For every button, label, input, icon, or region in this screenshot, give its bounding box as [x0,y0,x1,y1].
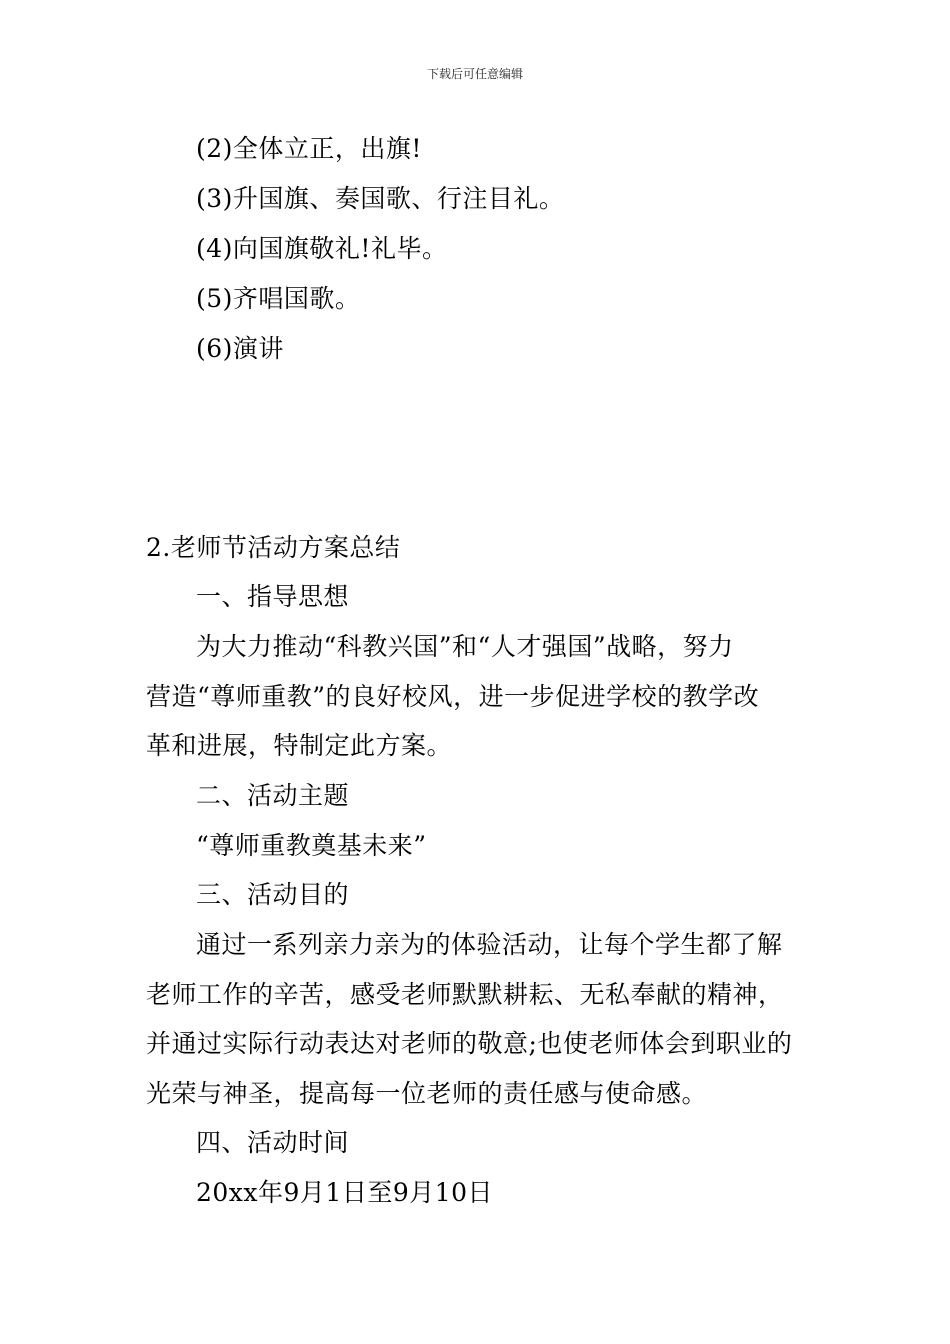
paragraph-line: 革和进展，特制定此方案。 [146,731,453,760]
paragraph-line: 光荣与神圣，提高每一位老师的责任感与使命感。 [146,1079,708,1108]
heading-guiding-ideology: 一、指导思想 [196,582,350,611]
paragraph-line: 营造“尊师重教”的良好校风，进一步促进学校的教学改 [146,682,760,711]
paragraph-line: 通过一系列亲力亲为的体验活动，让每个学生都了解 [196,930,783,959]
ceremony-step-2: (2)全体立正，出旗! [196,134,422,163]
ceremony-step-6: (6)演讲 [196,334,284,363]
ceremony-step-3: (3)升国旗、奏国歌、行注目礼。 [196,184,565,213]
section-title: 2.老师节活动方案总结 [146,533,401,562]
paragraph-line: 为大力推动“科教兴国”和“人才强国”战略，努力 [196,632,734,661]
page-header: 下载后可任意编辑 [426,67,523,81]
activity-date-range: 20xx年9月1日至9月10日 [196,1178,494,1207]
heading-activity-theme: 二、活动主题 [196,781,350,810]
theme-slogan: “尊师重教奠基未来” [196,831,427,860]
paragraph-line: 并通过实际行动表达对老师的敬意;也使老师体会到职业的 [146,1029,793,1058]
paragraph-line: 老师工作的辛苦，感受老师默默耕耘、无私奉献的精神， [146,980,784,1009]
heading-activity-purpose: 三、活动目的 [196,880,350,909]
ceremony-step-5: (5)齐唱国歌。 [196,284,361,313]
ceremony-step-4: (4)向国旗敬礼!礼毕。 [196,234,448,263]
heading-activity-time: 四、活动时间 [196,1128,350,1157]
